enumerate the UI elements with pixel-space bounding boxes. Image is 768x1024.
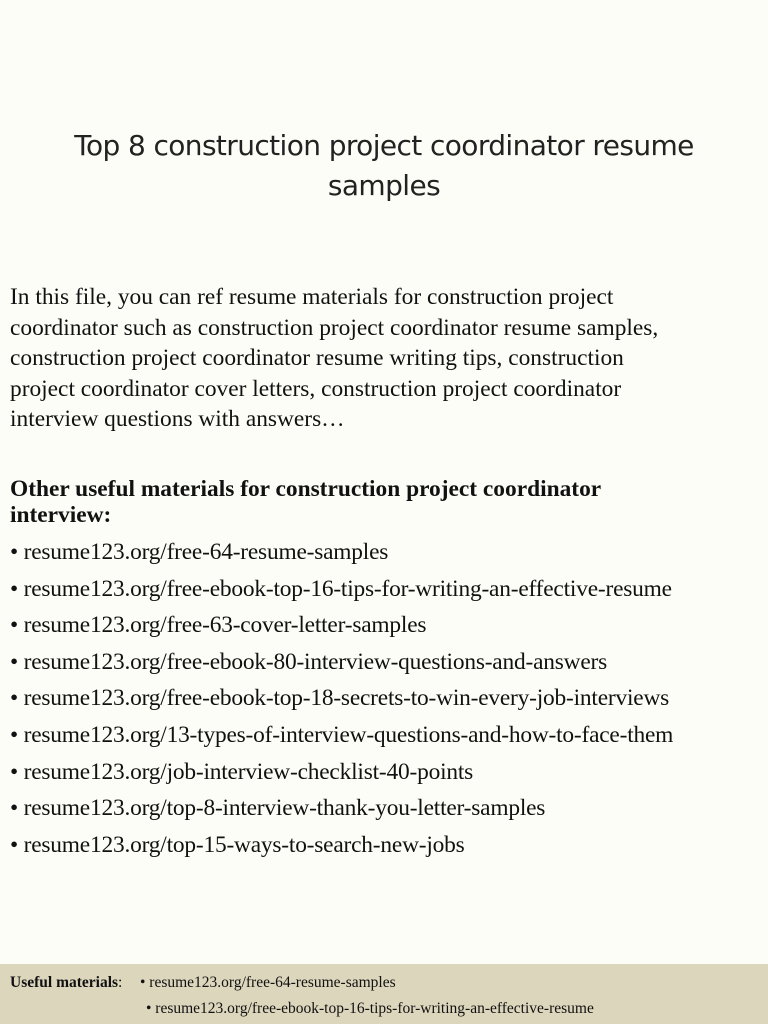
intro-line: coordinator such as construction project coordinator resume samples, [10,314,659,341]
footer-label-colon: : [118,974,123,991]
page-title-line-2: samples [327,169,441,202]
intro-line: In this file, you can ref resume materials for construction project [10,284,614,310]
other-materials-heading-line-1: Other useful materials for construction project coordinator [10,476,602,502]
materials-link-item[interactable]: • resume123.org/job-interview-checklist-40-points [10,758,474,785]
other-materials-heading [10,476,760,528]
footer-bar [0,964,768,1024]
other-materials-heading-line-2: interview: [10,502,112,528]
materials-link-item[interactable]: • resume123.org/free-63-cover-letter-samples [10,612,427,639]
footer-label [10,973,122,993]
page-title-line-1: Top 8 construction project coordinator resume [74,129,694,162]
intro-paragraph [10,282,760,435]
materials-link-item[interactable]: • resume123.org/top-15-ways-to-search-new-jobs [10,831,465,858]
page-title [0,126,768,206]
materials-link-item[interactable]: • resume123.org/free-ebook-80-interview-questions-and-answers [10,648,608,675]
intro-line: project coordinator cover letters, construction project coordinator [10,375,622,402]
footer-link-item[interactable]: • resume123.org/free-64-resume-samples [140,974,396,991]
footer-label-text: Useful materials [10,974,119,991]
materials-link-item[interactable]: • resume123.org/top-8-interview-thank-you-letter-samples [10,795,546,822]
materials-link-item[interactable]: • resume123.org/13-types-of-interview-questions-and-how-to-face-them [10,721,674,748]
materials-link-list [10,538,768,867]
footer-link-item[interactable]: • resume123.org/free-ebook-top-16-tips-for-writing-an-effective-resume [146,1000,594,1017]
materials-link-item[interactable]: • resume123.org/free-ebook-top-16-tips-for-writing-an-effective-resume [10,575,672,602]
materials-link-item[interactable]: • resume123.org/free-ebook-top-18-secrets-to-win-every-job-interviews [10,685,670,712]
materials-link-item[interactable]: • resume123.org/free-64-resume-samples [10,539,389,565]
intro-line: interview questions with answers… [10,406,345,433]
intro-line: construction project coordinator resume writing tips, construction [10,345,624,372]
